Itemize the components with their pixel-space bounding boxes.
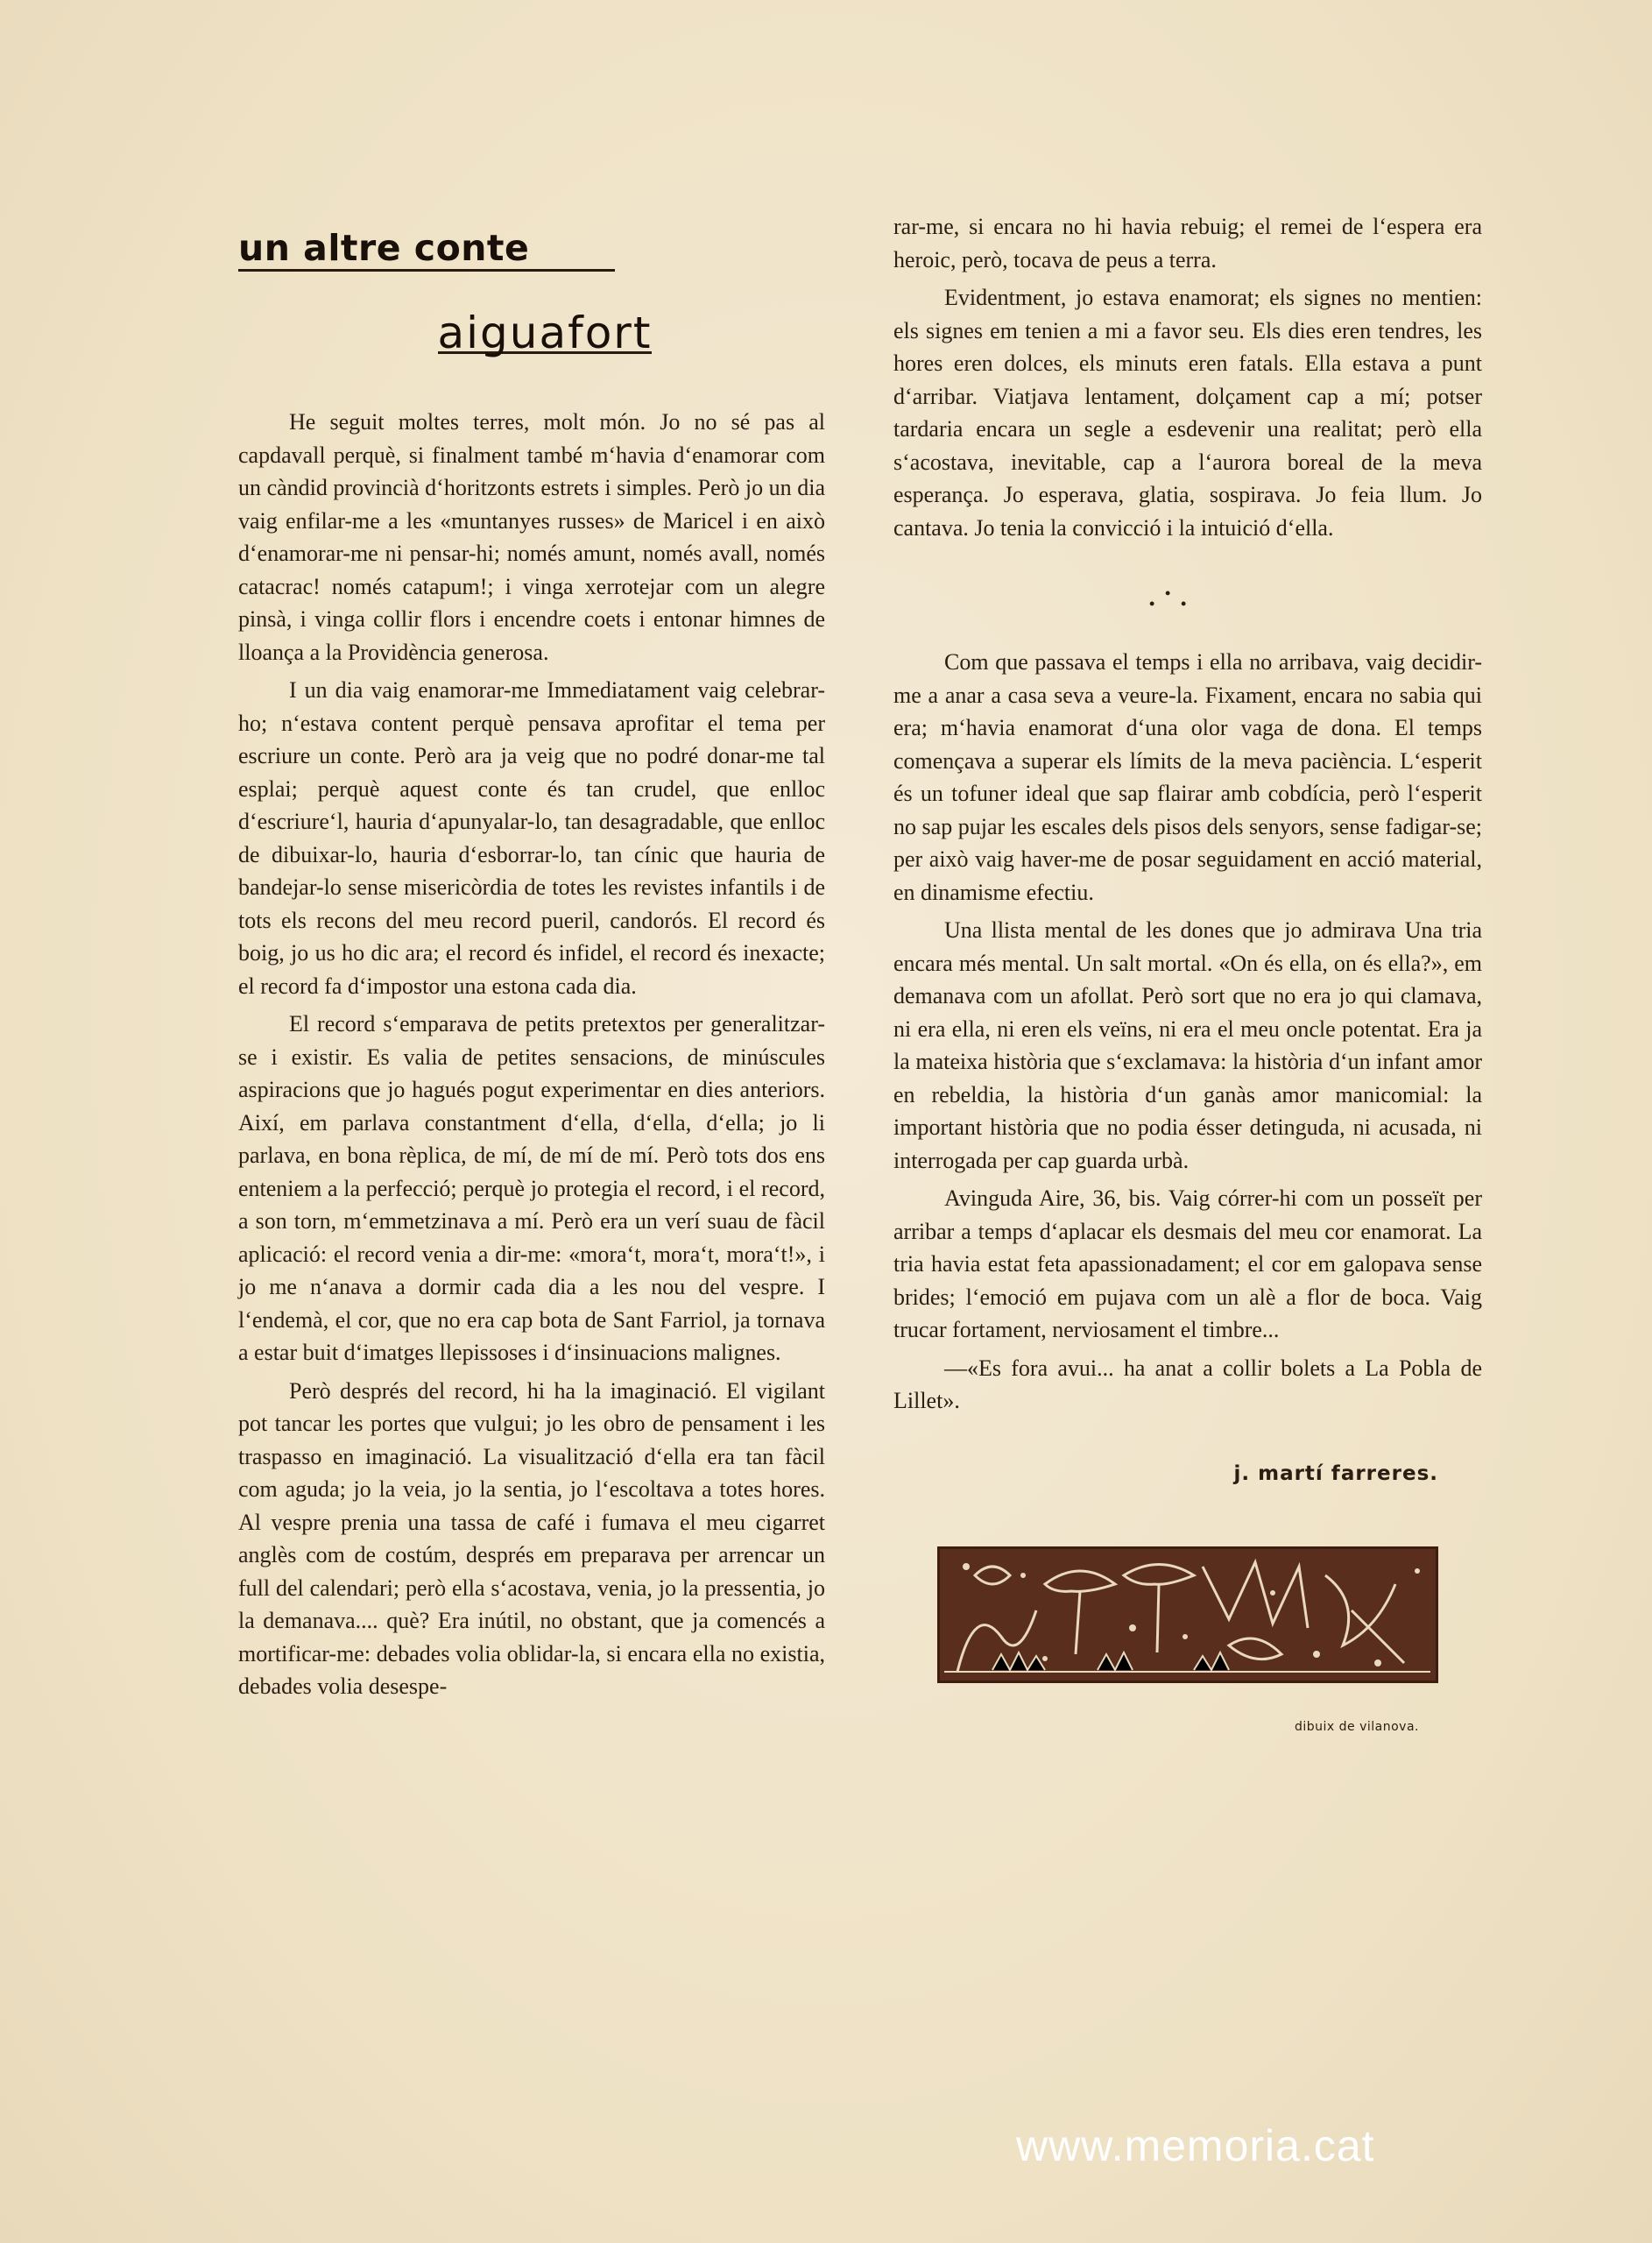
paragraph: Una llista mental de les dones que jo admirava Una tria encara més mental. Un salt mortal. «On és ella, on és ella?», em demanava com un afollat. Però sort que no era jo qui clamava, ni era ella, ni eren els veïns, ni era el meu oncle potentat. Era ja la mateixa història que s‘exclamava: la història d‘un infant amor en rebeldia, la història d‘un ganàs amor manicomial: la important història que no podia ésser detinguda, ni acusada, ni interrogada per cap guarda urbà.: [893, 917, 1482, 1173]
paragraph: Però després del record, hi ha la imaginació. El vigilant pot tancar les portes que vulgui; jo les obro de pensament i les traspasso en imaginació. La visualització d‘ella era tan fàcil com aguda; jo la veia, jo la sentia, jo l‘escoltava a totes hores. Al vespre prenia una tassa de café i fumava el meu cigarret anglès com de costúm, després em preparava per arrencar un full del calendari; però ella s‘acostava, venia, jo la pressentia, jo la demanava.... què? Era inútil, no obstant, que ja comencés a mortificar-me: debades volia oblidar-la, si encara ella no existia, debades volia desespe-: [238, 1377, 825, 1699]
paragraph: I un dia vaig enamorar-me Immediatament vaig celebrar-ho; n‘estava content perquè pensava aprofitar el tema per escriure un conte. Però ara ja veig que no podré donar-me tal esplai; perquè aquest conte és tan crudel, que enlloc d‘escriure‘l, hauria d‘apunyalar-lo, tan desagradable, que enlloc de dibuixar-lo, hauria d‘esborrar-lo, tan cínic que hauria de bandejar-lo sense misericòrdia de totes les revistes infantils i de tots els recons del meu record pueril, candorós. El record és boig, jo us ho dic ara; el record és infidel, el record és inexacte; el record fa d‘impostor una estona cada dia.: [238, 677, 825, 999]
title-wrap: [238, 307, 825, 358]
paragraph: Avinguda Aire, 36, bis. Vaig córrer-hi com un posseït per arribar a temps d‘aplacar els desmais del meu cor enamorat. La tria havia estat feta apassionadament; el cor em galopava sense brides; l‘emoció em pujava com un alè a flor de boca. Vaig trucar fortament, nerviosament el timbre...: [893, 1185, 1482, 1342]
story-title: aiguafort: [437, 307, 653, 358]
paragraph: —«Es fora avui... ha anat a collir bolets a La Pobla de Lillet».: [893, 1355, 1482, 1413]
paragraph: El record s‘emparava de petits pretextos per generalitzar-se i existir. Es valia de petites sensacions, de minúscules aspiracions que jo hagués pogut experimentar en dies anteriors. Així, em parlava constantment d‘ella, d‘ella, d‘ella; jo li parlava, en bona rèplica, de mí, de mí de mí. Però tots dos ens enteniem a la perfecció; perquè jo protegia el record, i el record, a son torn, m‘emmetzinava a mí. Però era un verí suau de fàcil aplicació: el record venia a dir-me: «mora‘t, mora‘t, mora‘t!», i jo me n‘anava a dormir cada dia a les nou del vespre. I l‘endemà, el cor, que no era cap bota de Sant Farriol, ja tornava a estar buit d‘imatges llepissoses i d‘insinuacions malignes.: [238, 1011, 825, 1365]
watermark: www.memoria.cat: [1016, 2121, 1375, 2170]
paragraph: Com que passava el temps i ella no arribava, vaig decidir-me a anar a casa seva a veure-la. Fixament, encara no sabia qui era; m‘havia enamorat d‘una olor vaga de dona. El temps començava a superar els límits de la meva paciència. L‘esperit és un tofuner ideal que sap flairar amb cobdícia, però l‘esperit no sap pujar les escales dels pisos dels senyors, sense fadigar-se; per això vaig haver-me de posar seguidament en acció material, en dinamisme efectiu.: [893, 649, 1482, 905]
left-column: [238, 210, 825, 1703]
right-column: [893, 210, 1482, 1744]
section-kicker: un altre conte: [238, 232, 615, 272]
paragraph: rar-me, si encara no hi havia rebuig; el remei de l‘espera era heroic, però, tocava de peus a terra.: [893, 214, 1482, 272]
woodcut-illustration: [937, 1546, 1438, 1683]
paragraph: He seguit moltes terres, molt món. Jo no sé pas al capdavall perquè, si finalment també m‘havia d‘enamorar com un càndid provincià d‘horitzonts estrets i simples. Però jo un dia vaig enfilar-me a les «muntanyes russes» de Maricel i en això d‘enamorar-me ni pensar-hi; només amunt, només avall, només catacrac! només catapum!; i vinga xerrotejar com un alegre pinsà, i vinga collir flors i encendre coets i entonar himnes de lloança a la Providència generosa.: [238, 409, 825, 665]
section-break-asterism: • • •: [1149, 584, 1187, 612]
illustration-credit: dibuix de vilanova.: [1294, 1720, 1419, 1734]
paragraph: Evidentment, jo estava enamorat; els signes no mentien: els signes em tenien a mi a favor seu. Els dies eren tendres, les hores eren dolces, els minuts eren fatals. Ella estava a punt d‘arribar. Viatjava lentament, dolçament cap a mí; potser tardaria encara un segle a esdevenir una realitat; però ella s‘acostava, inevitable, cap a l‘aurora boreal de la meva esperança. Jo esperava, glatia, sospirava. Jo feia llum. Jo cantava. Jo tenia la convicció i la intuició d‘ella.: [893, 285, 1482, 541]
author-signature: j. martí farreres.: [1233, 1461, 1438, 1485]
